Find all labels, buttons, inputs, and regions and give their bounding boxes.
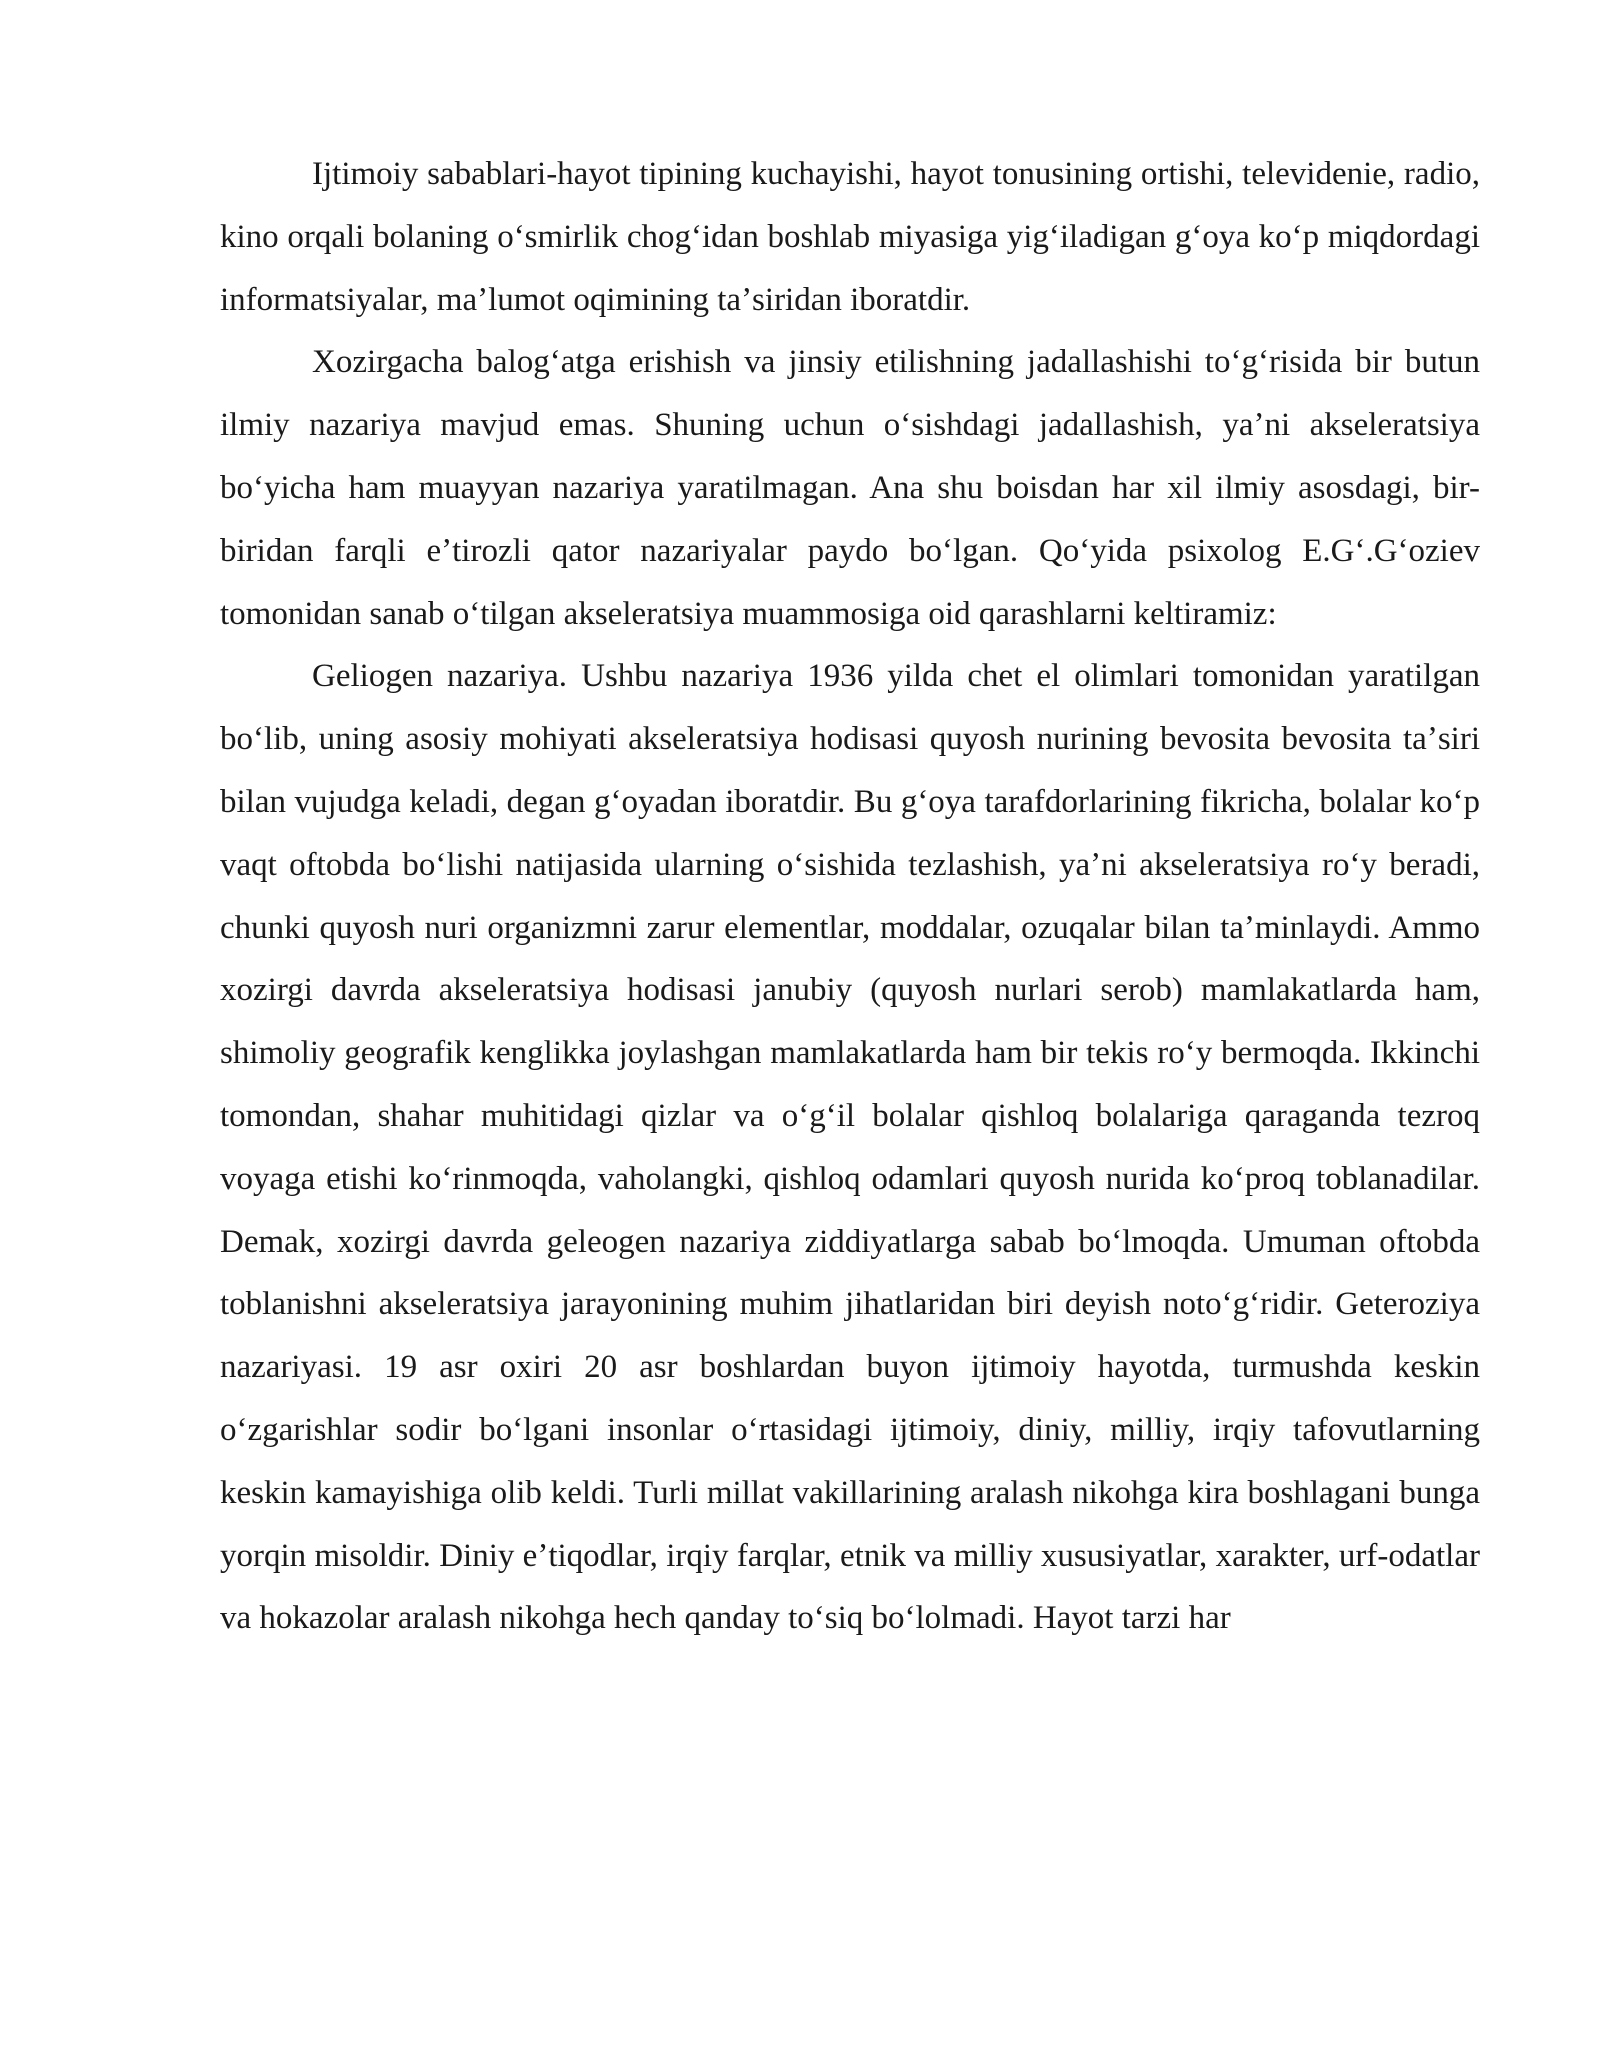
paragraph-heliogen-theory: Geliogen nazariya. Ushbu nazariya 1936 yilda chet el olimlari tomonidan yaratilgan boʻlib, uning asosiy mohiyati akseleratsiya hodisasi quyosh nurining bevosita bevosita taʼsiri bilan vujudga keladi, degan gʻoyadan iboratdir. Bu gʻoya tarafdorlarining fikricha, bolalar koʻp vaqt oftobda boʻlishi natijasida ularning oʻsishida tezlashish, yaʼni akseleratsiya roʻy beradi, chunki quyosh nuri organizmni zarur elementlar, moddalar, ozuqalar bilan taʼminlaydi. Ammo xozirgi davrda akseleratsiya hodisasi janubiy (quyosh nurlari serob) mamlakatlarda ham, shimoliy geografik kenglikka joylashgan mamlakatlarda ham bir tekis roʻy bermoqda. Ikkinchi tomondan, shahar muhitidagi qizlar va oʻgʻil bolalar qishloq bolalariga qaraganda tezroq voyaga etishi koʻrinmoqda, vaholangki, qishloq odamlari quyosh nurida koʻproq toblanadilar. Demak, xozirgi davrda geleogen nazariya ziddiyatlarga sabab boʻlmoqda. Umuman oftobda toblanishni akseleratsiya jarayonining muhim jihatlaridan biri deyish notoʻgʻridir. Geteroziya nazariyasi. 19 asr oxiri 20 asr boshlardan buyon ijtimoiy hayotda, turmushda keskin oʻzgarishlar sodir boʻlgani insonlar oʻrtasidagi ijtimoiy, diniy, milliy, irqiy tafovutlarning keskin kamayishiga olib keldi. Turli millat vakillarining aralash nikohga kira boshlagani bunga yorqin misoldir. Diniy eʼtiqodlar, irqiy farqlar, etnik va milliy xususiyatlar, xarakter, urf-odatlar va hokazolar aralash nikohga hech qanday toʻsiq boʻlolmadi. Hayot tarzi har (220, 658, 1480, 1637)
document-page (220, 143, 1480, 1650)
paragraph-acceleration-theory: Xozirgacha balogʻatga erishish va jinsiy etilishning jadallashishi toʻgʻrisida bir butun ilmiy nazariya mavjud emas. Shuning uchun oʻsishdagi jadallashish, yaʼni akseleratsiya boʻyicha ham muayyan nazariya yaratilmagan. Ana shu boisdan har xil ilmiy asosdagi, bir-biridan farqli eʼtirozli qator nazariyalar paydo boʻlgan. Qoʻyida psixolog E.Gʻ.Gʻoziev tomonidan sanab oʻtilgan akseleratsiya muammosiga oid qarashlarni keltiramiz: (220, 344, 1480, 632)
paragraph-social-causes: Ijtimoiy sabablari-hayot tipining kuchayishi, hayot tonusining ortishi, televidenie, radio, kino orqali bolaning oʻsmirlik chogʻidan boshlab miyasiga yigʻiladigan gʻoya koʻp miqdordagi informatsiyalar, maʼlumot oqimining taʼsiridan iboratdir. (220, 156, 1480, 318)
